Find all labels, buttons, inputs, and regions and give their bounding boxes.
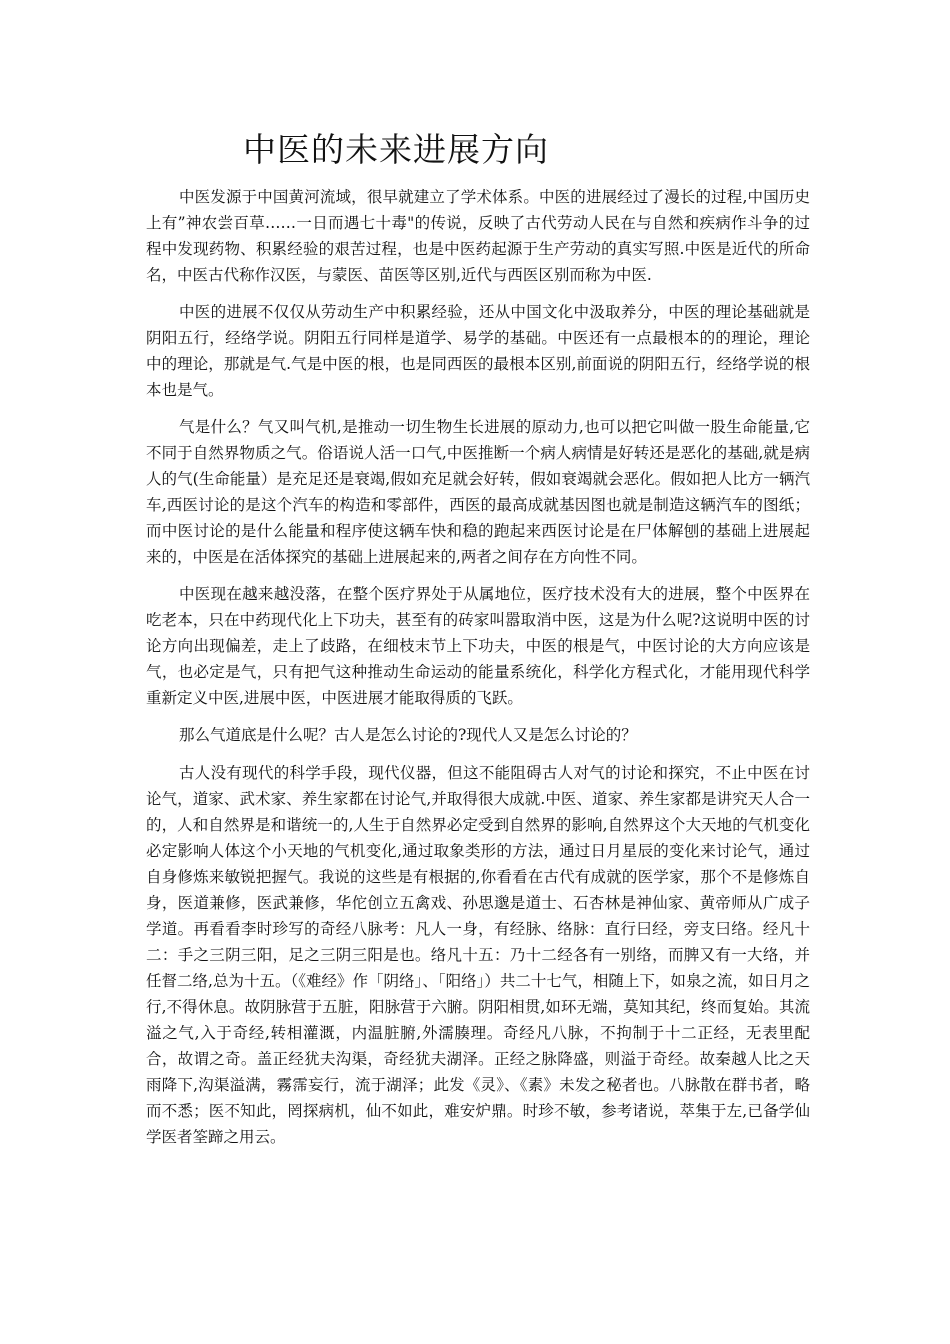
paragraph-2: 中医的进展不仅仅从劳动生产中积累经验，还从中国文化中汲取养分，中医的理论基础就是阴阳五行，经络学说。阴阳五行同样是道学、易学的基础。中医还有一点最根本的的理论，理论中的理论，那就是气.气是中医的根，也是同西医的最根本区别,前面说的阴阳五行，经络学说的根本也是气。 (146, 303, 810, 399)
paragraph-5: 那么气道底是什么呢？古人是怎么讨论的?现代人又是怎么讨论的？ (179, 726, 637, 744)
page-title: 中医的未来进展方向 (243, 130, 549, 169)
paragraph-4: 中医现在越来越没落，在整个医疗界处于从属地位，医疗技术没有大的进展，整个中医界在吃老本，只在中药现代化上下功夫，甚至有的砖家叫嚣取消中医，这是为什么呢?这说明中医的讨论方向出现偏差，走上了歧路，在细枝末节上下功夫，中医的根是气，中医讨论的大方向应该是气，也必定是气，只有把气这种推动生命运动的能量系统化，科学化方程式化，才能用现代科学重新定义中医,进展中医，中医进展才能取得质的飞跃。 (146, 585, 810, 707)
paragraph-1: 中医发源于中国黄河流域，很早就建立了学术体系。中医的进展经过了漫长的过程,中国历史上有”神农尝百草……一日而遇七十毒"的传说，反映了古代劳动人民在与自然和疾病作斗争的过程中发现药物、积累经验的艰苦过程，也是中医药起源于生产劳动的真实写照.中医是近代的所命名，中医古代称作汉医，与蒙医、苗医等区别,近代与西医区别而称为中医. (146, 188, 810, 284)
article-body (146, 184, 810, 1161)
paragraph-6: 古人没有现代的科学手段，现代仪器，但这不能阻碍古人对气的讨论和探究，不止中医在讨论气，道家、武术家、养生家都在讨论气,并取得很大成就.中医、道家、养生家都是讲究天人合一的，人和自然界是和谐统一的,人生于自然界必定受到自然界的影响,自然界这个大天地的气机变化必定影响人体这个小天地的气机变化,通过取象类形的方法，通过日月星辰的变化来讨论气，通过自身修炼来敏锐把握气。我说的这些是有根据的,你看看在古代有成就的医学家，那个不是修炼自身，医道兼修，医武兼修，华佗创立五禽戏、孙思邈是道士、石杏林是神仙家、黄帝师从广成子学道。再看看李时珍写的奇经八脉考：凡人一身，有经脉、络脉：直行曰经，旁支曰络。经凡十二：手之三阴三阳，足之三阴三阳是也。络凡十五：乃十二经各有一别络，而脾又有一大络，并任督二络,总为十五。（《难经》作「阴络」、「阳络」）共二十七气，相随上下，如泉之流，如日月之行,不得休息。故阴脉营于五脏，阳脉营于六腑。阴阳相贯,如环无端，莫知其纪，终而复始。其流溢之气,入于奇经,转相灌溉，内温脏腑,外濡腠理。奇经凡八脉，不拘制于十二正经，无表里配合，故谓之奇。盖正经犹夫沟渠，奇经犹夫湖泽。正经之脉降盛，则溢于奇经。故秦越人比之天雨降下,沟渠溢满，霧霈妄行，流于湖泽；此发《灵》、《素》未发之秘者也。八脉散在群书者，略而不悉；医不知此，罔探病机，仙不如此，难安炉鼎。时珍不敏，参考诸说，萃集于左,已备学仙学医者筌蹄之用云。 (146, 764, 810, 1146)
paragraph-3: 气是什么？气又叫气机,是推动一切生物生长进展的原动力,也可以把它叫做一股生命能量,它不同于自然界物质之气。俗语说人活一口气,中医推断一个病人病情是好转还是恶化的基础,就是病人的气(生命能量）是充足还是衰竭,假如充足就会好转，假如衰竭就会恶化。假如把人比方一辆汽车,西医讨论的是这个汽车的构造和零部件，西医的最高成就基因图也就是制造这辆汽车的图纸；而中医讨论的是什么能量和程序使这辆车快和稳的跑起来西医讨论是在尸体解刨的基础上进展起来的，中医是在活体探究的基础上进展起来的,两者之间存在方向性不同。 (146, 418, 810, 566)
